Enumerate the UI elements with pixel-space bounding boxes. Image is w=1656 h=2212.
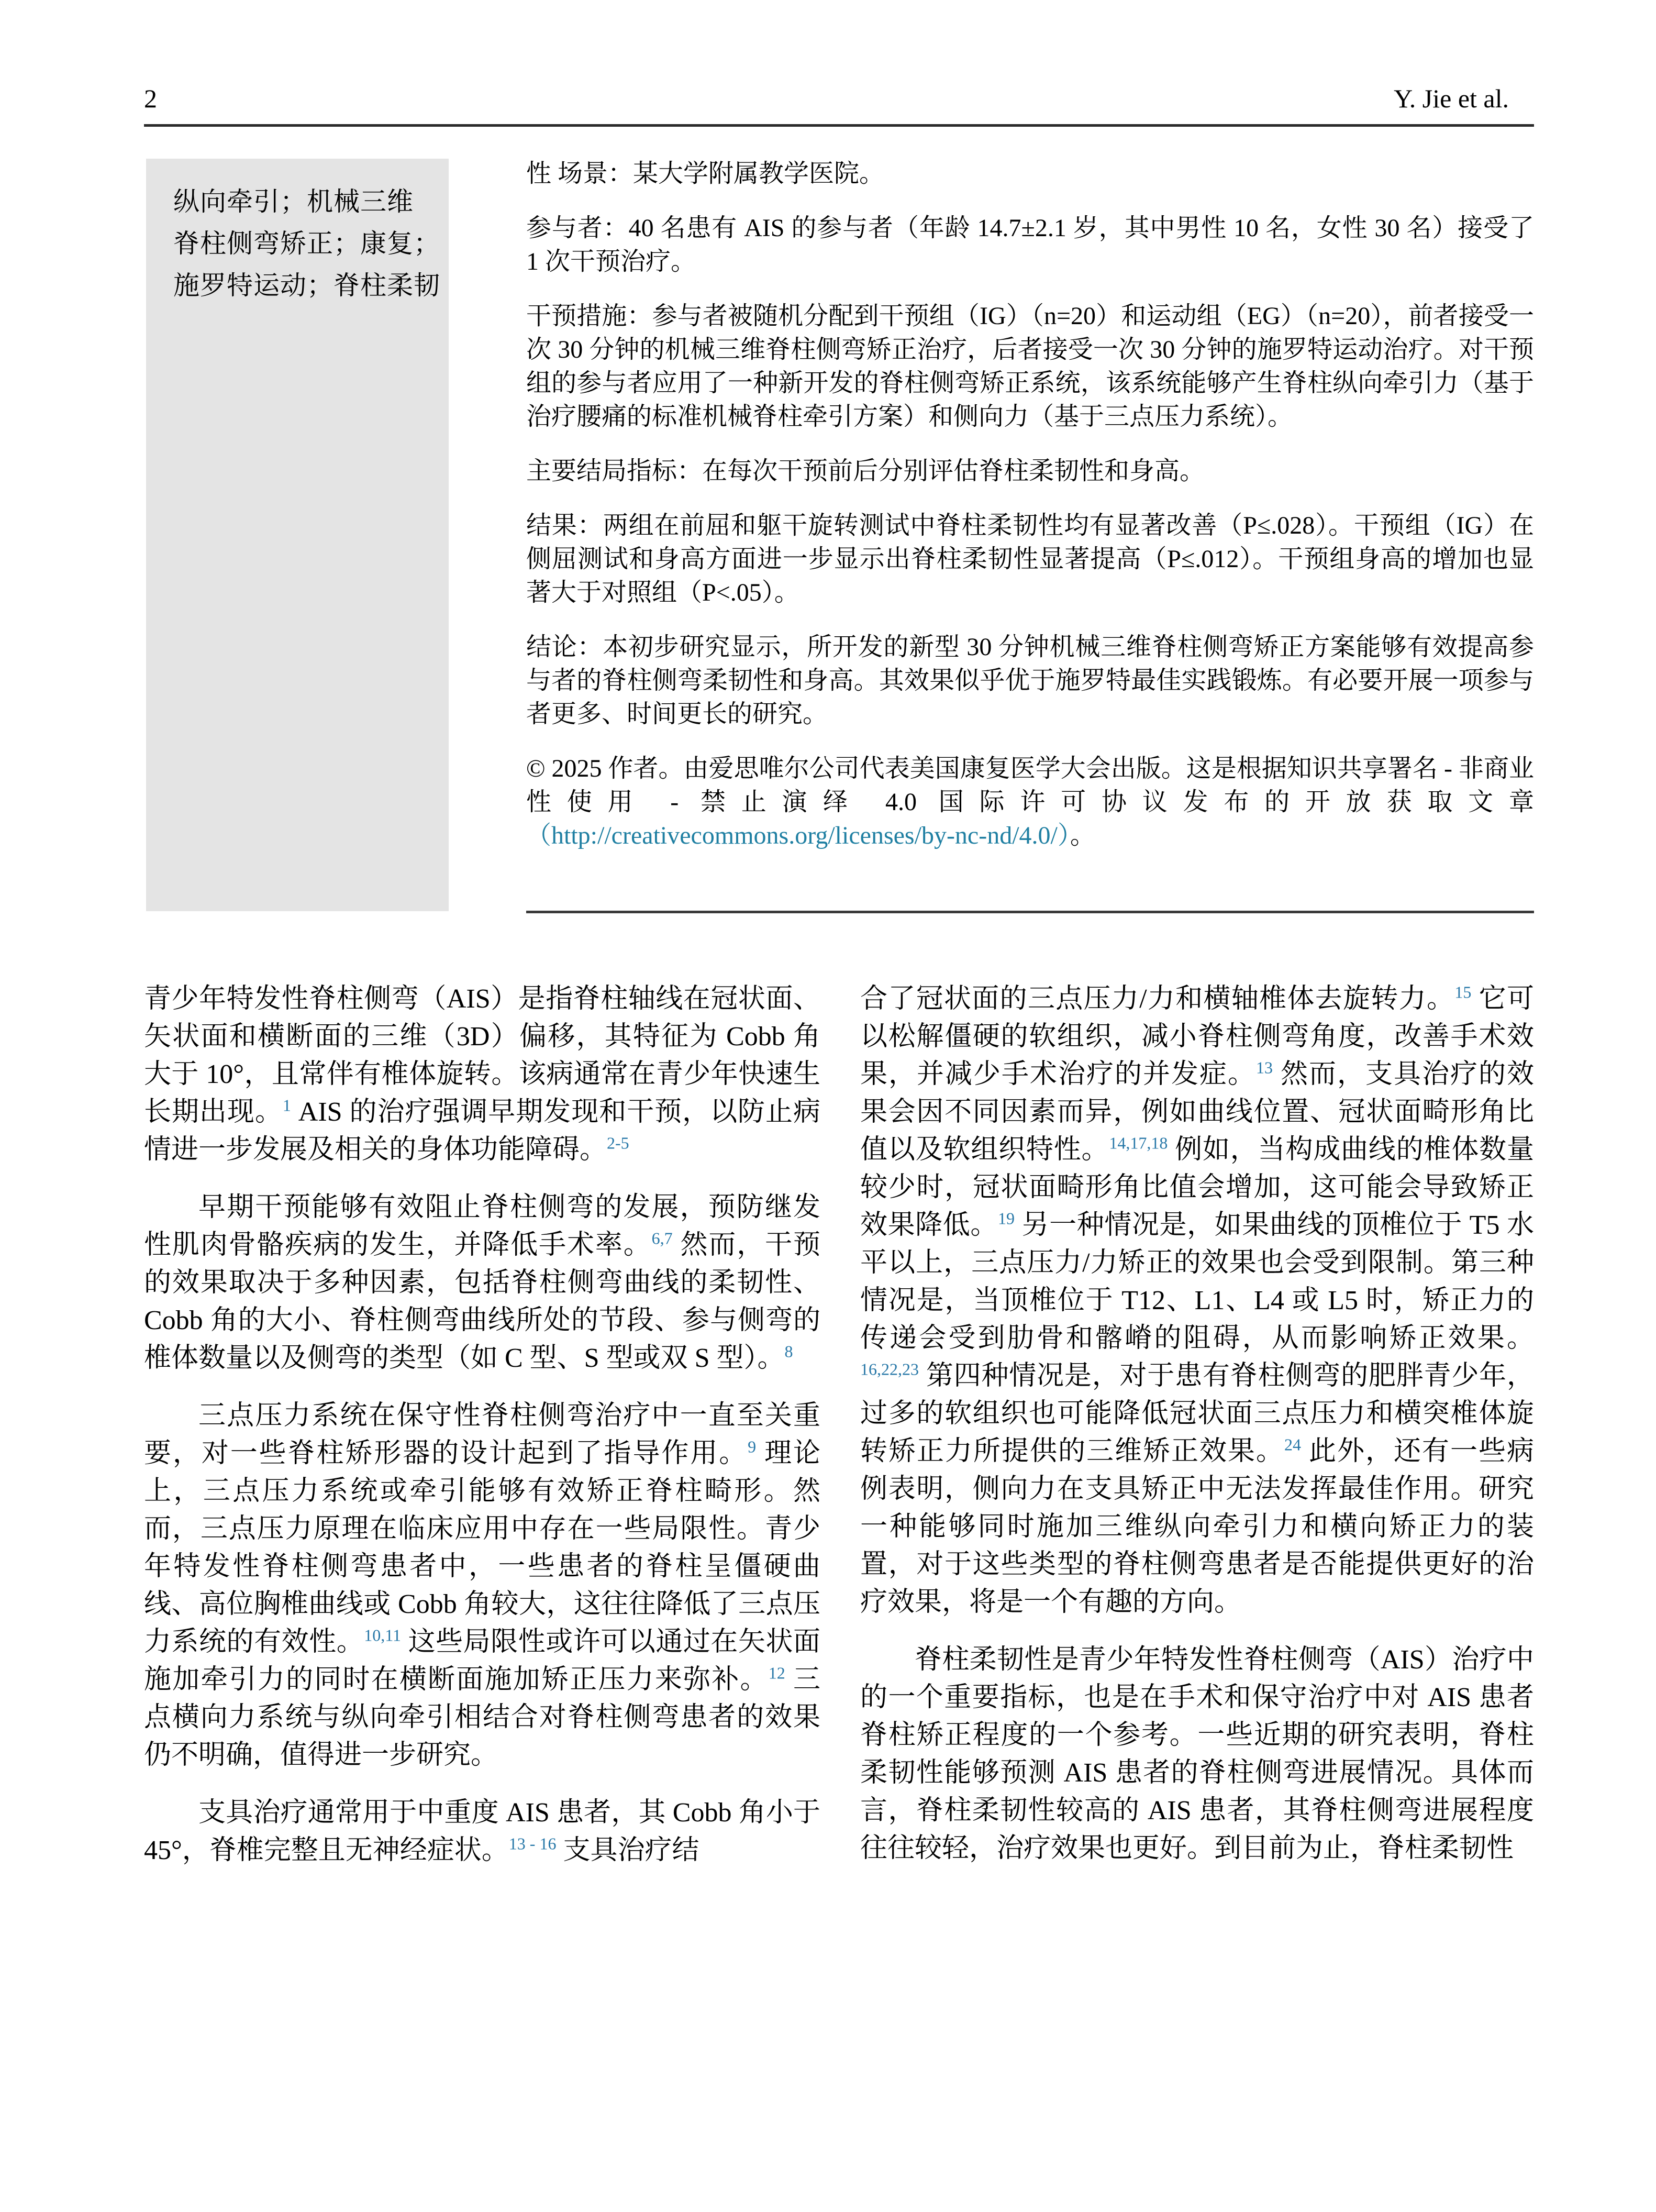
reference-superscript: 13 xyxy=(1255,1058,1273,1077)
abstract-paragraph: 参与者：40 名患有 AIS 的参与者（年龄 14.7±2.1 岁，其中男性 10 名，女性 30 名）接受了 1 次干预治疗。 xyxy=(526,214,1534,275)
body-paragraph: 支具治疗通常用于中重度 AIS 患者，其 Cobb 角小于 45°，脊椎完整且无神经症状。$^{13 - 16}$ 支具治疗结 xyxy=(144,1798,820,1865)
abstract-paragraph: 干预措施：参与者被随机分配到干预组（IG）（n=20）和运动组（EG）（n=20），前者接受一次 30 分钟的机械三维脊柱侧弯矫正治疗，后者接受一次 30 分钟的施罗特运动治疗。对干预组的参与者应用了一种新开发的脊柱侧弯矫正系统，该系统能够产生脊柱纵向牵引力（基于治疗腰痛的标准机械脊柱牵引方案）和侧向力（基于三点压力系统）。 xyxy=(526,302,1534,430)
reference-superscript: 10,11 xyxy=(364,1625,402,1645)
abstract-paragraph: © 2025 作者。由爱思唯尔公司代表美国康复医学大会出版。这是根据知识共享署名 - 非商业性使用 - 禁止演绎 4.0 国际许可协议发布的开放获取文章（http://creativecommons.org/licenses/by-nc-nd/4.0/）。 xyxy=(526,755,1534,849)
body-paragraph: 早期干预能够有效阻止脊柱侧弯的发展，预防继发性肌肉骨骼疾病的发生，并降低手术率。$^{6,7}$ 然而，干预的效果取决于多种因素，包括脊柱侧弯曲线的柔韧性、Cobb 角的大小、脊柱侧弯曲线所处的节段、参与侧弯的椎体数量以及侧弯的类型（如 C 型、S 型或双 S 型）。$^8$ xyxy=(144,1192,820,1373)
reference-superscript: 15 xyxy=(1454,982,1472,1002)
keyword-line: 脊柱侧弯矫正；康复； xyxy=(173,229,440,258)
page-number: 2 xyxy=(144,84,157,113)
abstract-section xyxy=(526,157,1534,873)
reference-superscript: 19 xyxy=(997,1209,1015,1228)
body-right-column xyxy=(860,980,1534,1887)
header-rule xyxy=(144,124,1534,127)
reference-superscript: 1 xyxy=(282,1096,291,1115)
reference-superscript: 8 xyxy=(784,1342,793,1361)
reference-superscript: 14,17,18 xyxy=(1109,1133,1168,1153)
abstract-paragraph: 结论：本初步研究显示，所开发的新型 30 分钟机械三维脊柱侧弯矫正方案能够有效提高参与者的脊柱侧弯柔韧性和身高。其效果似乎优于施罗特最佳实践锻炼。有必要开展一项参与者更多、时间更长的研究。 xyxy=(526,633,1534,728)
reference-superscript: 13 - 16 xyxy=(508,1834,557,1853)
keywords-box xyxy=(146,159,449,911)
body-paragraph: 青少年特发性脊柱侧弯（AIS）是指脊柱轴线在冠状面、矢状面和横断面的三维（3D）偏移，其特征为 Cobb 角大于 10°，且常伴有椎体旋转。该病通常在青少年快速生长期出现。$^1$ AIS 的治疗强调早期发现和干预，以防止病情进一步发展及相关的身体功能障碍。$^{2-5}$ xyxy=(144,984,820,1165)
abstract-divider xyxy=(526,911,1534,913)
running-head: Y. Jie et al. xyxy=(1394,84,1509,113)
body-paragraph: 三点压力系统在保守性脊柱侧弯治疗中一直至关重要，对一些脊柱矫形器的设计起到了指导作用。$^9$ 理论上，三点压力系统或牵引能够有效矫正脊柱畸形。然而，三点压力原理在临床应用中存在一些局限性。青少年特发性脊柱侧弯患者中，一些患者的脊柱呈僵硬曲线、高位胸椎曲线或 Cobb 角较大，这往往降低了三点压力系统的有效性。$^{10,11}$ 这些局限性或许可以通过在矢状面施加牵引力的同时在横断面施加矫正压力来弥补。$^{12}$ 三点横向力系统与纵向牵引相结合对脊柱侧弯患者的效果仍不明确，值得进一步研究。 xyxy=(144,1401,820,1770)
reference-superscript: 16,22,23 xyxy=(860,1359,919,1379)
abstract-paragraph: 主要结局指标：在每次干预前后分别评估脊柱柔韧性和身高。 xyxy=(526,457,1205,485)
reference-superscript: 2-5 xyxy=(607,1133,629,1153)
body-left-column xyxy=(144,980,820,1889)
body-paragraph: 脊柱柔韧性是青少年特发性脊柱侧弯（AIS）治疗中的一个重要指标，也是在手术和保守治疗中对 AIS 患者脊柱矫正程度的一个参考。一些近期的研究表明，脊柱柔韧性能够预测 AIS 患者的脊柱侧弯进展情况。具体而言，脊柱柔韧性较高的 AIS 患者，其脊柱侧弯进展程度往往较轻，治疗效果也更好。到目前为止，脊柱柔韧性 xyxy=(860,1645,1534,1863)
keyword-line: 纵向牵引；机械三维 xyxy=(173,187,414,216)
keyword-line: 施罗特运动；脊柱柔韧 xyxy=(173,271,440,300)
reference-superscript: 12 xyxy=(768,1663,785,1683)
reference-superscript: 6,7 xyxy=(651,1229,673,1248)
cc-license-link[interactable]: （http://creativecommons.org/licenses/by-nc-nd/4.0/） xyxy=(526,822,1070,849)
body-paragraph: 合了冠状面的三点压力/力和横轴椎体去旋转力。$^{15}$ 它可以松解僵硬的软组织，减小脊柱侧弯角度，改善手术效果，并减少手术治疗的并发症。$^{13}$ 然而，支具治疗的效果会因不同因素而异，例如曲线位置、冠状面畸形角比值以及软组织特性。$^{14,17,18}$ 例如，当构成曲线的椎体数量较少时，冠状面畸形角比值会增加，这可能会导致矫正效果降低。$^{19}$ 另一种情况是，如果曲线的顶椎位于 T5 水平以上，三点压力/力矫正的效果也会受到限制。第三种情况是，当顶椎位于 T12、L1、L4 或 L5 时，矫正力的传递会受到肋骨和髂嵴的阻碍，从而影响矫正效果。$^{16,22,23}$ 第四种情况是，对于患有脊柱侧弯的肥胖青少年，过多的软组织也可能降低冠状面三点压力和横突椎体旋转矫正力所提供的三维矫正效果。$^{24}$ 此外，还有一些病例表明，侧向力在支具矫正中无法发挥最佳作用。研究一种能够同时施加三维纵向牵引力和横向矫正力的装置，对于这些类型的脊柱侧弯患者是否能提供更好的治疗效果，将是一个有趣的方向。 xyxy=(860,982,1534,1617)
abstract-paragraph: 结果：两组在前屈和躯干旋转测试中脊柱柔韧性均有显著改善（P≤.028）。干预组（IG）在侧屈测试和身高方面进一步显示出脊柱柔韧性显著提高（P≤.012）。干预组身高的增加也显著大于对照组（P<.05）。 xyxy=(526,512,1534,606)
abstract-paragraph: 性 场景：某大学附属教学医院。 xyxy=(526,160,885,187)
page-header xyxy=(144,83,1534,114)
reference-superscript: 24 xyxy=(1284,1435,1301,1454)
reference-superscript: 9 xyxy=(748,1437,757,1456)
